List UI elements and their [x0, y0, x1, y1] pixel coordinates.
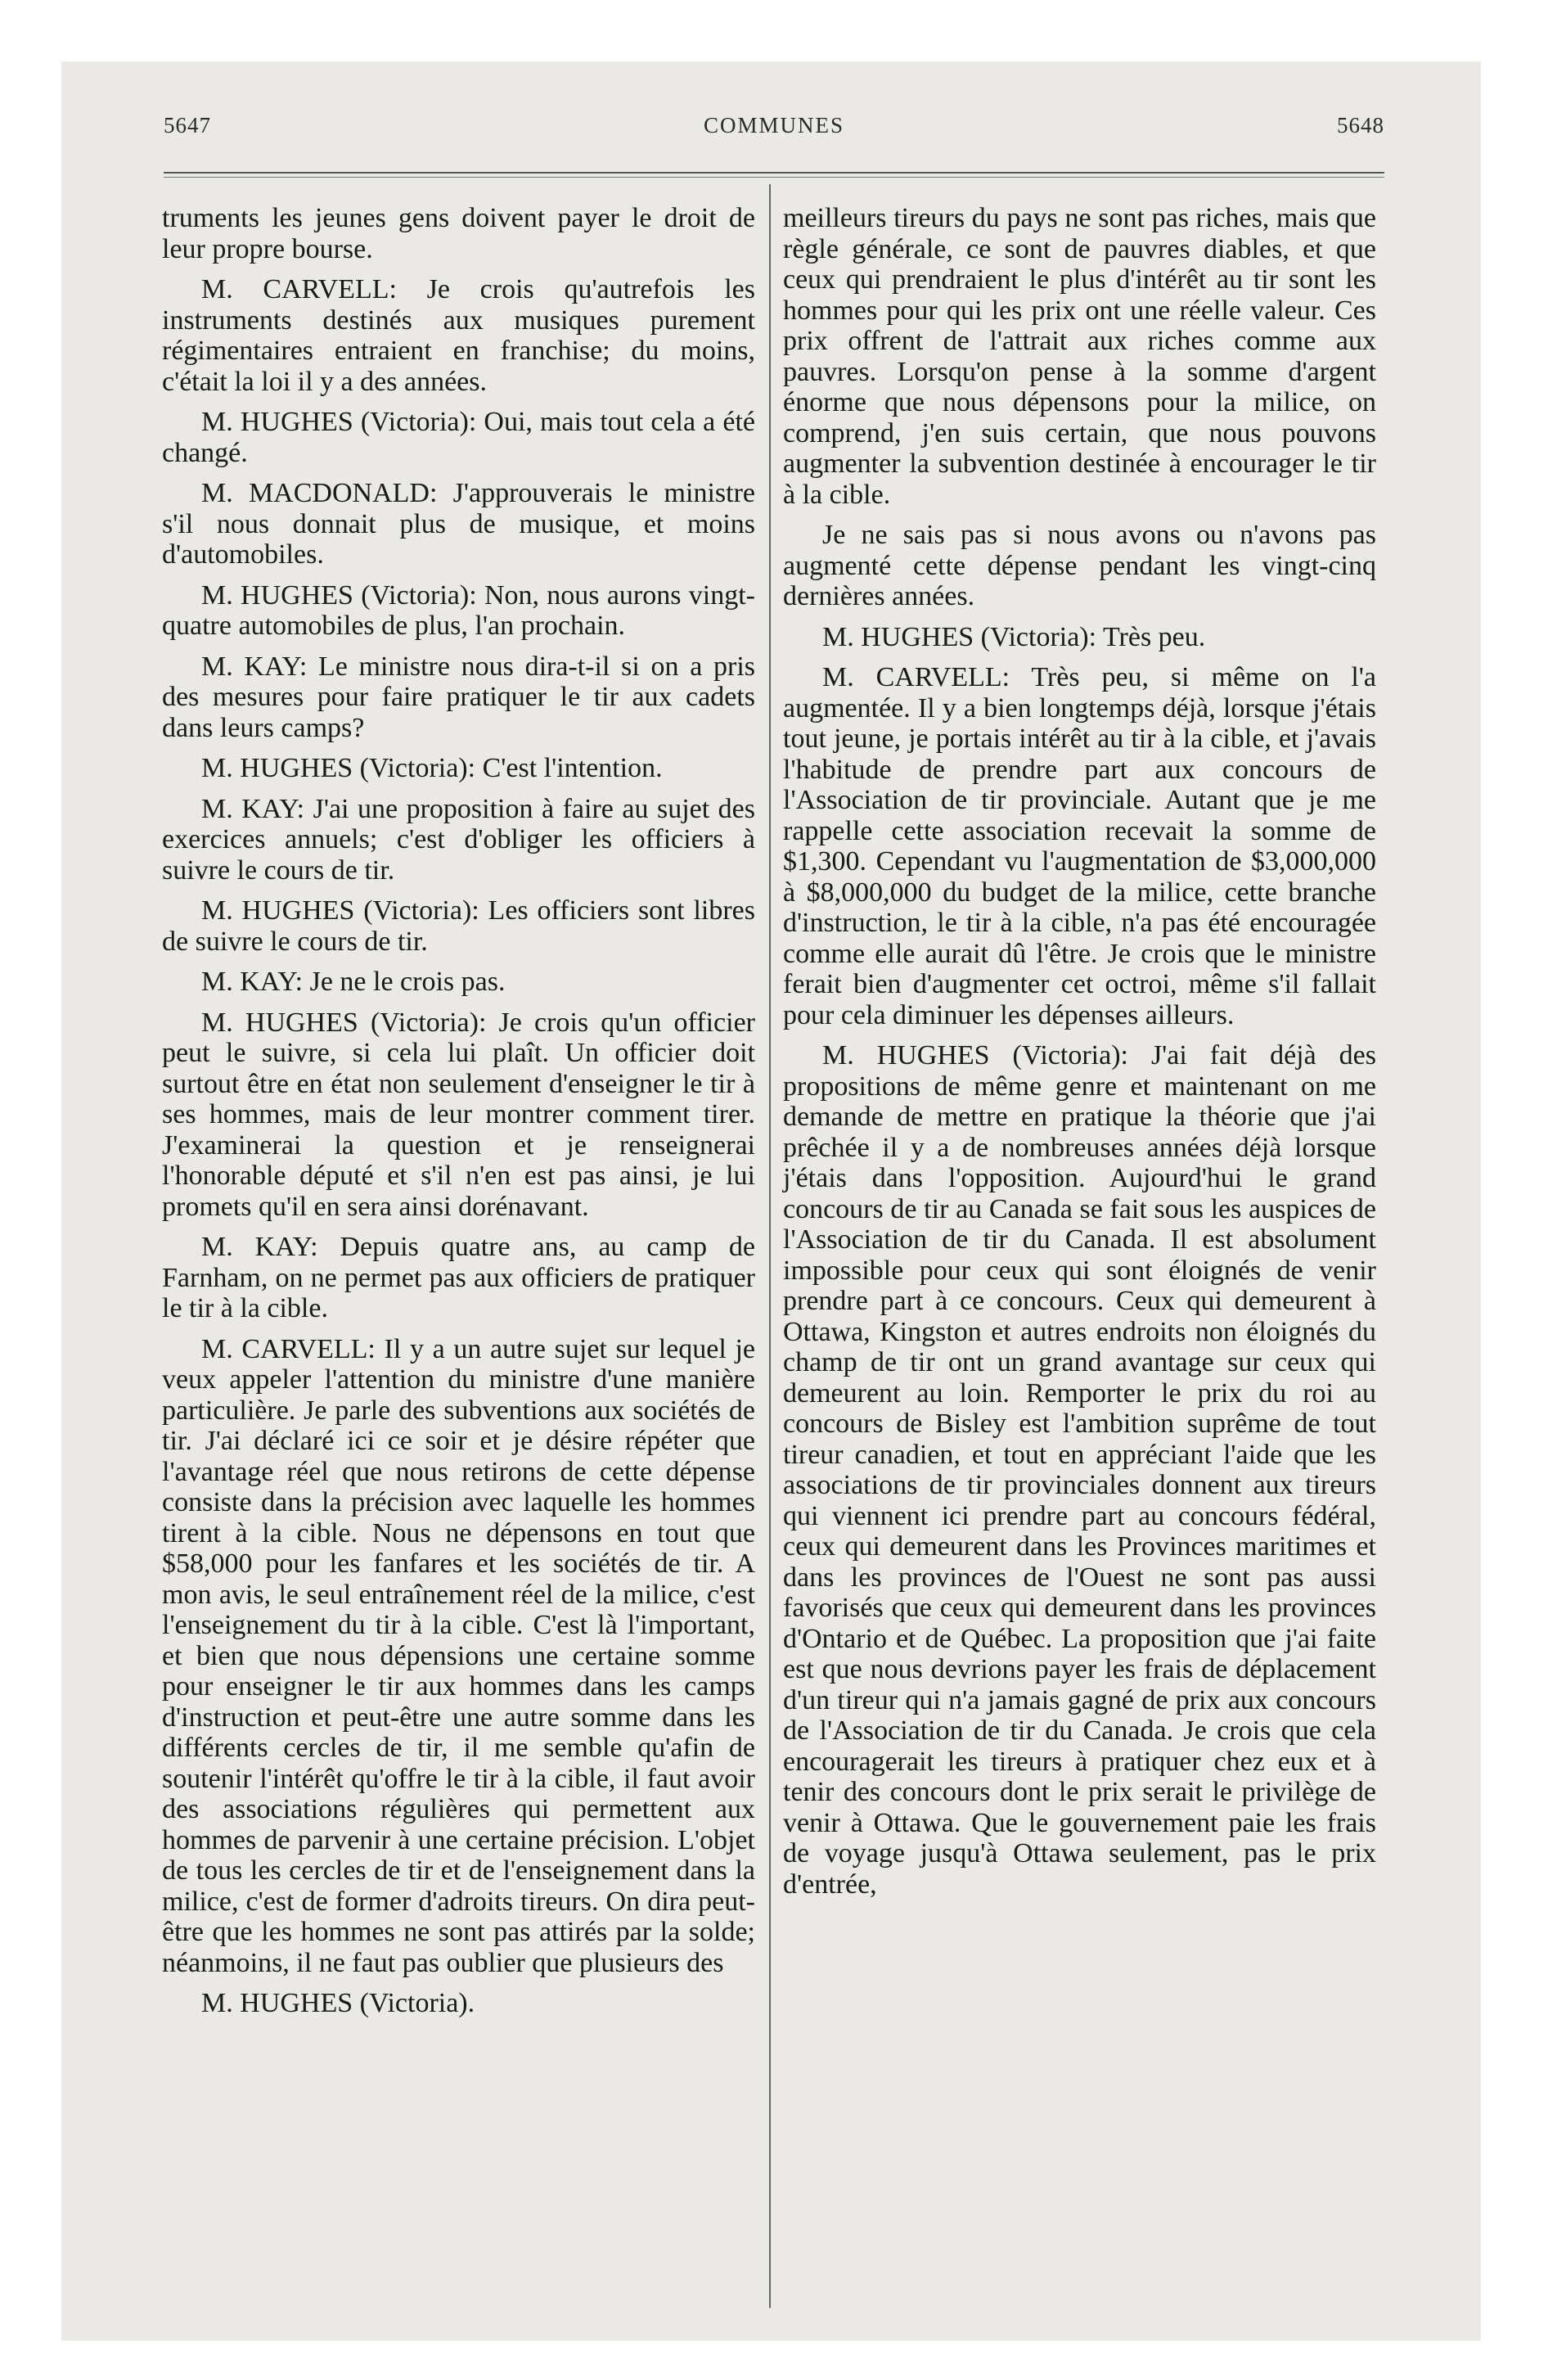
paragraph: M. HUGHES (Victoria): Non, nous aurons vingt-quatre automobiles de plus, l'an prochain. [162, 579, 755, 641]
paragraph: M. KAY: Je ne le crois pas. [201, 967, 506, 997]
paragraph: M. CARVELL: Très peu, si même on l'a augmentée. Il y a bien longtemps déjà, lorsque j'étais tout jeune, je portais intérêt au tir à la cible, et j'avais l'habitude de prendre part aux concours de l'Association de tir provinciale. Autant que je me rappelle cette association recevait la somme de $1,300. Cependant vu l'augmentation de $3,000,000 à $8,000,000 du budget de la milice, cette branche d'instruction, le tir à la cible, n'a pas été encouragée comme elle aurait dû l'être. Je crois que le ministre ferait bien d'augmenter cet octroi, même s'il fallait pour cela diminuer les dépenses ailleurs. [783, 662, 1376, 1030]
paragraph: M. CARVELL: Je crois qu'autrefois les instruments destinés aux musiques purement régimentaires entraient en franchise; du moins, c'était la loi il y a des années. [162, 274, 755, 397]
page-header [164, 113, 1384, 142]
column-divider [769, 184, 771, 2308]
paragraph: Je ne sais pas si nous avons ou n'avons pas augmenté cette dépense pendant les vingt-cinq dernières années. [783, 520, 1376, 611]
paragraph: M. HUGHES (Victoria): Très peu. [822, 621, 1206, 652]
speaker-line: M. HUGHES (Victoria). [201, 1988, 475, 2018]
right-column [783, 203, 1376, 1909]
paragraph: M. CARVELL: Il y a un autre sujet sur lequel je veux appeler l'attention du ministre d'une manière particulière. Je parle des subventions aux sociétés de tir. J'ai déclaré ici ce soir et je désire répéter que l'avantage réel que nous retirons de cette dépense consiste dans la précision avec laquelle les hommes tirent à la cible. Nous ne dépensons en tout que $58,000 pour les fanfares et les sociétés de tir. A mon avis, le seul entraînement réel de la milice, c'est l'enseignement du tir à la cible. C'est là l'important, et bien que nous dépensions une certaine somme pour enseigner le tir aux hommes dans les camps d'instruction et peut-être une autre somme dans les différents cercles de tir, il me semble qu'afin de soutenir l'intérêt qu'offre le tir à la cible, il faut avoir des associations régulières qui permettent aux hommes de parvenir à une certaine précision. L'objet de tous les cercles de tir et de l'enseignement dans la milice, c'est de former d'adroits tireurs. On dira peut-être que les hommes ne sont pas attirés par la solde; néanmoins, il ne faut pas oublier que plusieurs des [162, 1333, 755, 1978]
paragraph: M. HUGHES (Victoria): J'ai fait déjà des propositions de même genre et maintenant on me demande de mettre en pratique la théorie que j'ai prêchée il y a de nombreuses années déjà lorsque j'étais dans l'opposition. Aujourd'hui le grand concours de tir au Canada se fait sous les auspices de l'Association de tir du Canada. Il est absolument impossible pour ceux qui sont éloignés de venir prendre part à ce concours. Ceux qui demeurent à Ottawa, Kingston et autres endroits non éloignés du champ de tir ont un grand avantage sur ceux qui demeurent au loin. Remporter le prix du roi au concours de Bisley est l'ambition suprême de tout tireur canadien, et tout en appréciant l'aide que les associations de tir provinciales donnent aux tireurs qui viennent ici prendre part au concours fédéral, ceux qui demeurent dans les Provinces maritimes et dans les provinces de l'Ouest ne sont pas aussi favorisés que ceux qui demeurent dans les provinces d'Ontario et de Québec. La proposition que j'ai faite est que nous devrions payer les frais de déplacement d'un tireur qui n'a jamais gagné de prix aux concours de l'Association de tir du Canada. Je crois que cela encouragerait les tireurs à pratiquer chez eux et à tenir des concours dont le prix serait le privilège de venir à Ottawa. Que le gouvernement paie les frais de voyage jusqu'à Ottawa seulement, pas le prix d'entrée, [783, 1040, 1376, 1900]
running-title: COMMUNES [703, 113, 845, 137]
paragraph: M. KAY: Depuis quatre ans, au camp de Farnham, on ne permet pas aux officiers de pratiquer le tir à la cible. [162, 1232, 755, 1323]
paragraph: M. HUGHES (Victoria): Les officiers sont libres de suivre le cours de tir. [162, 895, 755, 957]
left-column [162, 203, 755, 2029]
header-rule [164, 172, 1384, 174]
paragraph: M. HUGHES (Victoria): Je crois qu'un officier peut le suivre, si cela lui plaît. Un officier doit surtout être en état non seulement d'enseigner le tir à ses hommes, mais de leur montrer comment tirer. J'examinerai la question et je renseignerai l'honorable député et s'il n'en est pas ainsi, je lui promets qu'il en sera ainsi dorénavant. [162, 1007, 755, 1222]
paragraph: M. KAY: J'ai une proposition à faire au sujet des exercices annuels; c'est d'obliger les officiers à suivre le cours de tir. [162, 793, 755, 886]
paragraph: M. HUGHES (Victoria): C'est l'intention. [201, 753, 663, 783]
paragraph: meilleurs tireurs du pays ne sont pas riches, mais que règle générale, ce sont de pauvres diables, et que ceux qui prendraient le plus d'intérêt au tir sont les hommes pour qui les prix ont une réelle valeur. Ces prix offrent de l'attrait aux riches comme aux pauvres. Lorsqu'on pense à la somme d'argent énorme que nous dépensons pour la milice, on comprend, j'en suis certain, que nous pouvons augmenter la subvention destinée à encourager le tir à la cible. [783, 203, 1376, 510]
page-number-right: 5648 [1337, 113, 1384, 137]
paragraph: M. HUGHES (Victoria): Oui, mais tout cela a été changé. [162, 407, 755, 468]
paragraph: M. KAY: Le ministre nous dira-t-il si on a pris des mesures pour faire pratiquer le tir aux cadets dans leurs camps? [162, 651, 755, 743]
paragraph: truments les jeunes gens doivent payer le droit de leur propre bourse. [162, 203, 755, 264]
header-rule-thin [164, 177, 1384, 178]
page-number-left: 5647 [164, 113, 211, 137]
paragraph: M. MACDONALD: J'approuverais le ministre s'il nous donnait plus de musique, et moins d'automobiles. [162, 478, 755, 570]
